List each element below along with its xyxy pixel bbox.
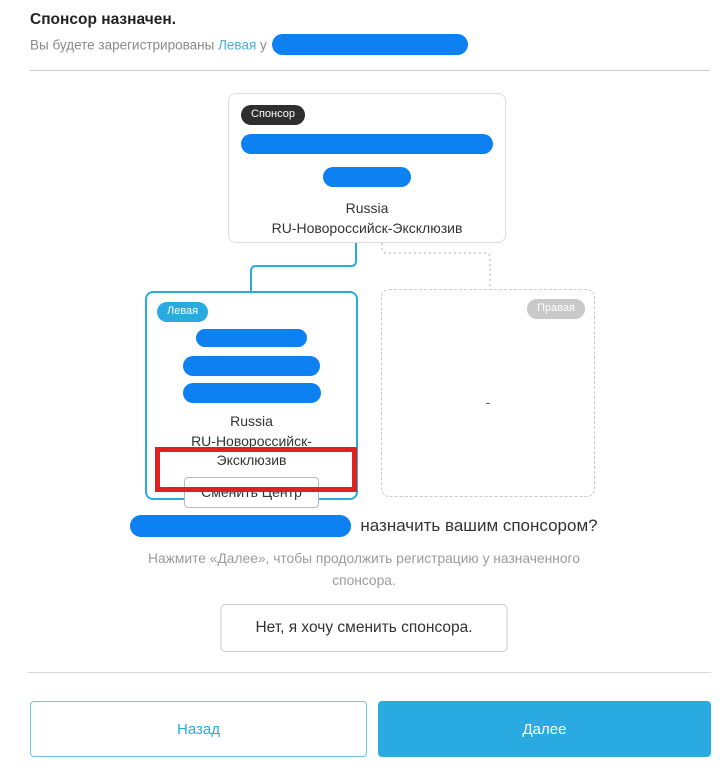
left-connector-line	[251, 243, 356, 292]
confirmation-question	[0, 515, 728, 537]
question-text: назначить вашим спонсором?	[360, 516, 598, 535]
redaction-blob-sponsor-name	[272, 34, 468, 55]
redaction-blob-left-line1	[196, 329, 307, 347]
next-button[interactable]: Далее	[378, 701, 711, 757]
sponsor-card	[228, 93, 506, 243]
tree-connectors	[0, 243, 728, 292]
page-title: Спонсор назначен.	[30, 11, 177, 28]
redaction-blob-sponsor-fullname	[241, 134, 493, 154]
sponsor-country: Russia	[345, 200, 389, 217]
confirmation-hint: Нажмите «Далее», чтобы продолжить регистрацию у назначенного спонсора.	[148, 551, 580, 589]
left-center: RU-Новороссийск-Эксклюзив	[191, 432, 312, 469]
change-sponsor-button[interactable]: Нет, я хочу сменить спонсора.	[221, 604, 508, 652]
sponsor-center: RU-Новороссийск-Эксклюзив	[271, 219, 463, 236]
back-button[interactable]: Назад	[30, 701, 367, 757]
left-country: Russia	[230, 413, 273, 430]
redaction-blob-left-line3	[183, 383, 321, 403]
sponsor-badge: Спонсор	[241, 105, 305, 125]
footer-divider	[28, 672, 711, 673]
subtitle	[30, 37, 468, 55]
redaction-blob-question-name	[130, 515, 351, 537]
change-center-button[interactable]: Сменить Центр	[184, 477, 319, 508]
right-connector-line	[382, 243, 490, 291]
redaction-blob-sponsor-id	[323, 167, 411, 187]
position-value: Левая	[218, 37, 257, 53]
subtitle-prefix: Вы будете зарегистрированы	[30, 37, 215, 53]
right-badge: Правая	[527, 299, 585, 319]
header-divider	[30, 70, 710, 71]
left-badge: Левая	[157, 302, 208, 322]
redaction-blob-left-line2	[183, 356, 320, 376]
subtitle-connector: у	[260, 37, 267, 53]
right-position-card	[381, 289, 595, 497]
right-empty-placeholder: -	[485, 394, 491, 410]
left-position-card	[145, 291, 358, 500]
